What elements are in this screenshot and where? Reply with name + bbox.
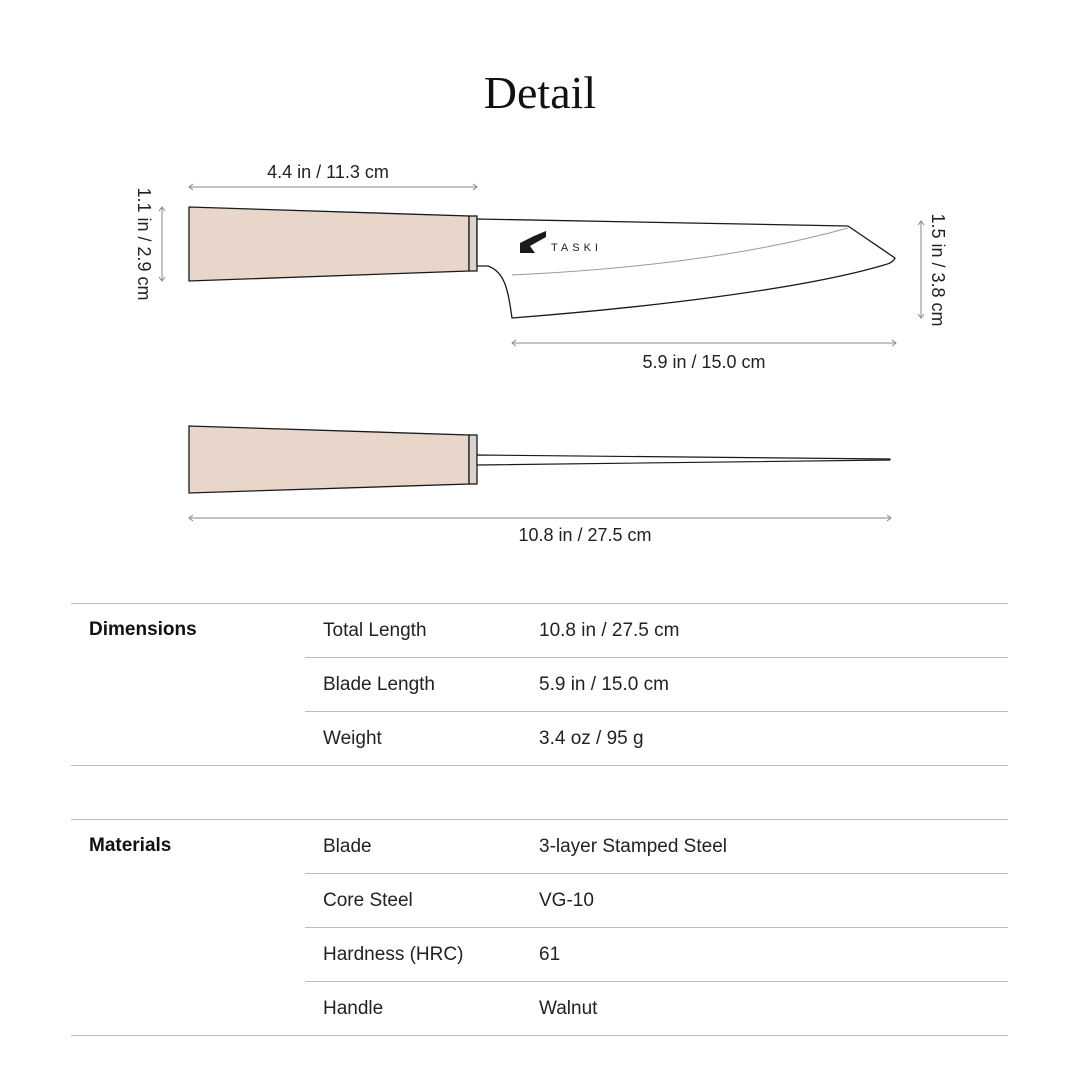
spec-row-handle [305,981,1008,1035]
blade-length-label: 5.9 in / 15.0 cm [642,352,766,372]
materials-section [71,819,1008,1036]
spec-label: Core Steel [323,889,413,911]
spec-row-total-length [305,604,1008,657]
knife-blade-spine [477,455,890,465]
knife-ferrule-top [469,435,477,484]
blade-length-dimension [512,340,896,346]
spec-label: Blade Length [323,673,435,695]
spec-label: Blade [323,835,372,857]
brand-logo-text: TASKI [551,242,602,254]
spec-label: Handle [323,997,384,1019]
total-length-dimension [189,515,891,521]
handle-length-label: 4.4 in / 11.3 cm [267,162,389,182]
spec-label: Weight [323,727,382,749]
spec-value: VG-10 [539,889,594,911]
knife-handle-top [189,426,469,493]
spec-value: 10.8 in / 27.5 cm [539,619,680,641]
spec-row-core-steel [305,873,1008,927]
blade-height-dimension [918,221,924,318]
spec-row-hardness [305,927,1008,981]
spec-row-weight [305,711,1008,765]
page-title: Detail [483,67,597,118]
handle-length-dimension [189,184,477,190]
spec-value: 3.4 oz / 95 g [539,727,644,749]
blade-height-label: 1.5 in / 3.8 cm [928,213,948,327]
knife-handle-side [189,207,469,281]
spec-row-blade [305,820,1008,873]
spec-value: Walnut [539,997,598,1019]
section-title-dimensions: Dimensions [89,619,197,640]
knife-ferrule-side [469,216,477,271]
spec-label: Total Length [323,619,427,641]
spec-value: 5.9 in / 15.0 cm [539,673,669,695]
handle-height-label: 1.1 in / 2.9 cm [134,187,154,301]
spec-row-blade-length [305,657,1008,711]
spec-value: 3-layer Stamped Steel [539,835,727,857]
spec-value: 61 [539,943,561,965]
section-title-materials: Materials [89,835,172,856]
spec-label: Hardness (HRC) [323,943,464,965]
total-length-label: 10.8 in / 27.5 cm [518,525,652,545]
handle-height-dimension [159,207,165,281]
dimensions-section [71,603,1008,766]
